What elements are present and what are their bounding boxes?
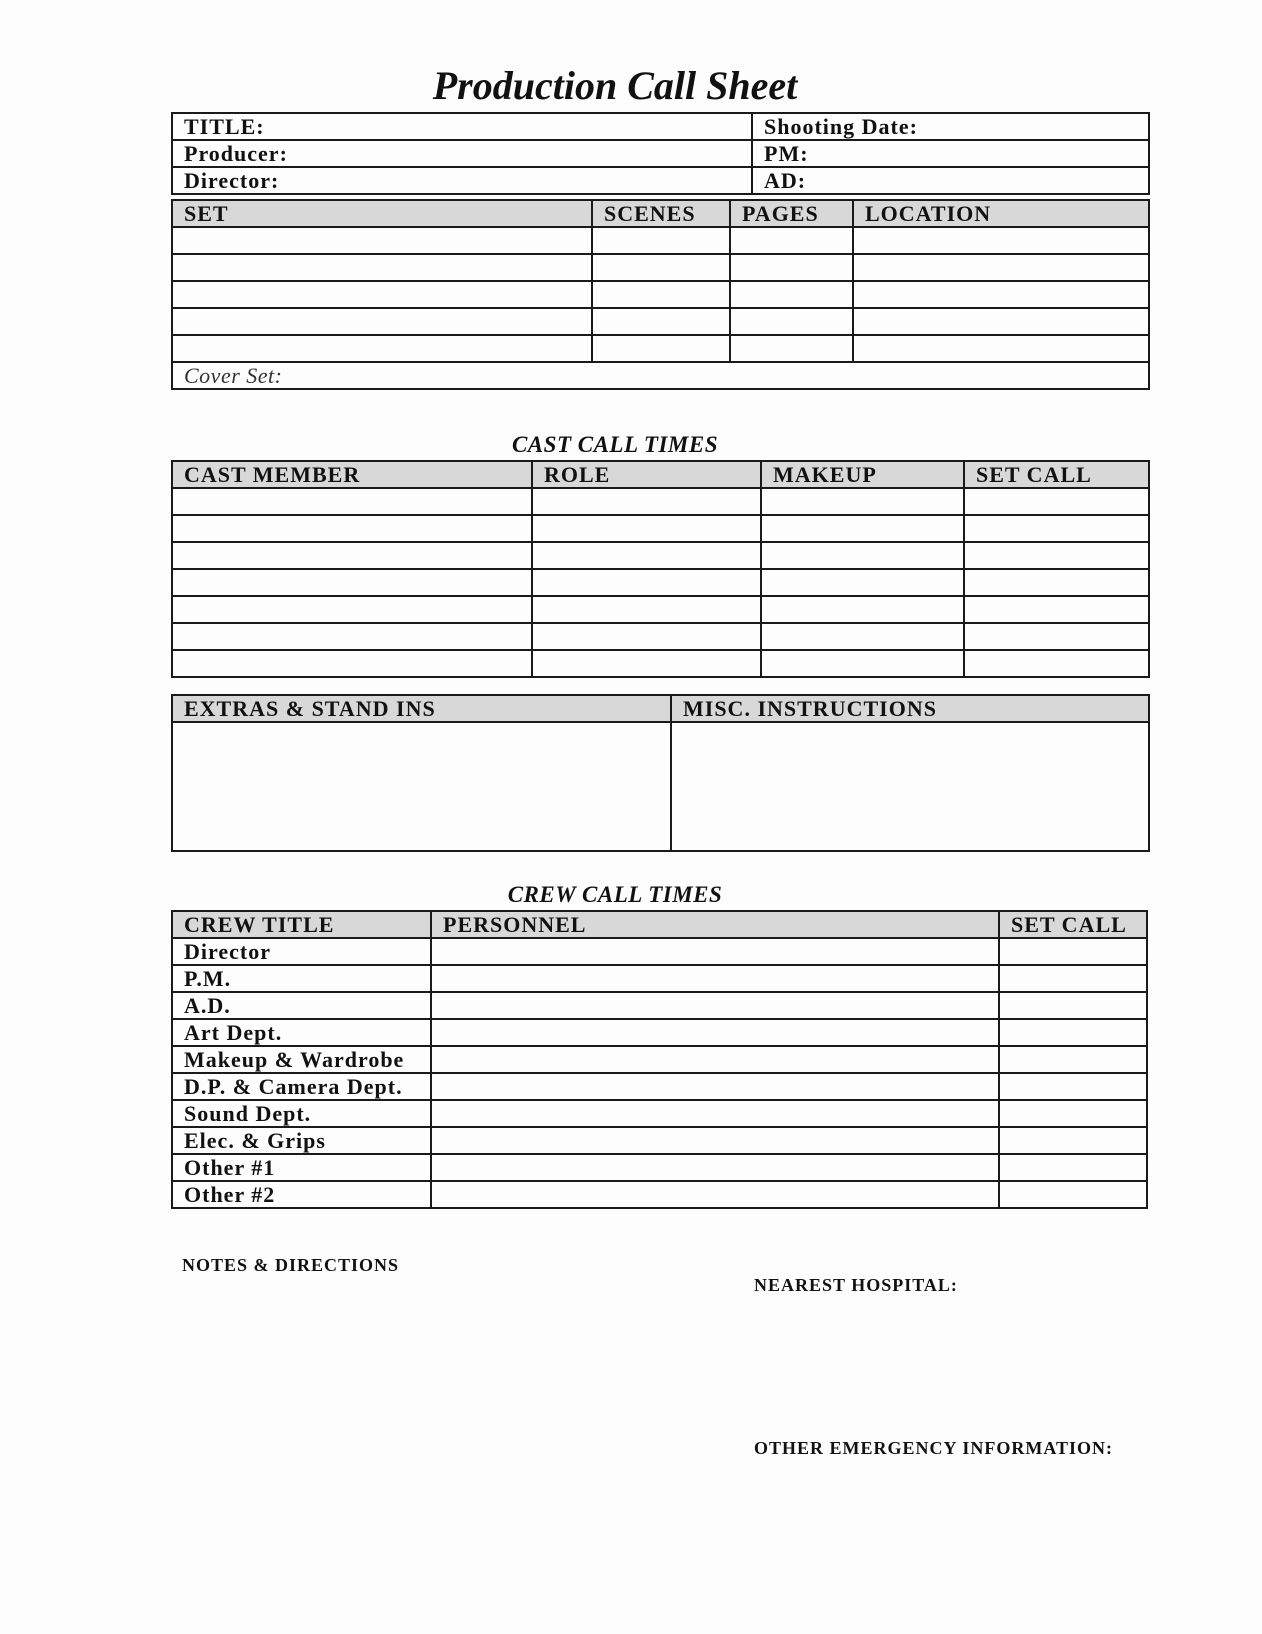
- crew-title-cell: Art Dept.: [172, 1019, 431, 1046]
- makeup-cell[interactable]: [761, 542, 964, 569]
- cast-member-cell[interactable]: [172, 515, 532, 542]
- table-row: [172, 1019, 1147, 1046]
- set-call-cell[interactable]: [999, 992, 1147, 1019]
- table-row: [172, 1127, 1147, 1154]
- table-row: [172, 335, 1149, 362]
- crew-title-cell: Other #2: [172, 1181, 431, 1208]
- table-row: [172, 569, 1149, 596]
- personnel-cell[interactable]: [431, 1127, 999, 1154]
- personnel-cell[interactable]: [431, 1073, 999, 1100]
- scenes-cell[interactable]: [592, 254, 730, 281]
- crew-title-cell: Makeup & Wardrobe: [172, 1046, 431, 1073]
- pm-field[interactable]: PM:: [752, 140, 1149, 167]
- set-call-cell[interactable]: [964, 569, 1149, 596]
- location-column-header: LOCATION: [853, 200, 1149, 227]
- table-row: [172, 1181, 1147, 1208]
- cast-member-cell[interactable]: [172, 650, 532, 677]
- set-call-cell[interactable]: [964, 515, 1149, 542]
- set-call-cell[interactable]: [964, 596, 1149, 623]
- crew-title-cell: Director: [172, 938, 431, 965]
- pages-cell[interactable]: [730, 254, 853, 281]
- personnel-column-header: PERSONNEL: [431, 911, 999, 938]
- set-call-cell[interactable]: [999, 1019, 1147, 1046]
- makeup-column-header: MAKEUP: [761, 461, 964, 488]
- location-cell[interactable]: [853, 254, 1149, 281]
- emergency-info-label: OTHER EMERGENCY INFORMATION:: [754, 1438, 1114, 1458]
- personnel-cell[interactable]: [431, 1046, 999, 1073]
- ad-field[interactable]: AD:: [752, 167, 1149, 194]
- location-cell[interactable]: [853, 308, 1149, 335]
- set-table: [171, 199, 1150, 390]
- set-call-cell[interactable]: [999, 938, 1147, 965]
- extras-header: EXTRAS & STAND INS: [172, 695, 671, 722]
- table-row: [172, 1073, 1147, 1100]
- pages-column-header: PAGES: [730, 200, 853, 227]
- pages-cell[interactable]: [730, 308, 853, 335]
- nearest-hospital-label: NEAREST HOSPITAL:: [754, 1275, 958, 1295]
- table-row: [172, 596, 1149, 623]
- set-call-cell[interactable]: [999, 1100, 1147, 1127]
- personnel-cell[interactable]: [431, 965, 999, 992]
- table-row: [172, 542, 1149, 569]
- pages-cell[interactable]: [730, 335, 853, 362]
- set-call-cell[interactable]: [964, 488, 1149, 515]
- crew-title-cell: A.D.: [172, 992, 431, 1019]
- role-cell[interactable]: [532, 650, 761, 677]
- crew-title-cell: Elec. & Grips: [172, 1127, 431, 1154]
- table-row: [172, 938, 1147, 965]
- location-cell[interactable]: [853, 227, 1149, 254]
- set-column-header: SET: [172, 200, 592, 227]
- cast-member-cell[interactable]: [172, 488, 532, 515]
- role-cell[interactable]: [532, 596, 761, 623]
- shooting-date-field[interactable]: Shooting Date:: [752, 113, 1149, 140]
- set-call-cell[interactable]: [999, 1046, 1147, 1073]
- table-row: [172, 254, 1149, 281]
- crew-set-call-column-header: SET CALL: [999, 911, 1147, 938]
- set-cell[interactable]: [172, 281, 592, 308]
- set-call-cell[interactable]: [999, 965, 1147, 992]
- location-cell[interactable]: [853, 281, 1149, 308]
- set-call-cell[interactable]: [964, 650, 1149, 677]
- document-title: Production Call Sheet: [432, 63, 798, 108]
- cast-table: [171, 460, 1150, 678]
- set-call-cell[interactable]: [999, 1154, 1147, 1181]
- makeup-cell[interactable]: [761, 488, 964, 515]
- crew-table: [171, 910, 1148, 1209]
- table-row: [172, 515, 1149, 542]
- table-row: [172, 227, 1149, 254]
- cast-member-cell[interactable]: [172, 623, 532, 650]
- personnel-cell[interactable]: [431, 938, 999, 965]
- table-row: [172, 965, 1147, 992]
- set-cell[interactable]: [172, 227, 592, 254]
- cover-set-field[interactable]: Cover Set:: [172, 362, 1149, 389]
- scenes-column-header: SCENES: [592, 200, 730, 227]
- cast-member-column-header: CAST MEMBER: [172, 461, 532, 488]
- crew-title-cell: Sound Dept.: [172, 1100, 431, 1127]
- scenes-cell[interactable]: [592, 308, 730, 335]
- crew-title-cell: P.M.: [172, 965, 431, 992]
- title-field[interactable]: TITLE:: [172, 113, 752, 140]
- scenes-cell[interactable]: [592, 335, 730, 362]
- location-cell[interactable]: [853, 335, 1149, 362]
- personnel-cell[interactable]: [431, 992, 999, 1019]
- makeup-cell[interactable]: [761, 650, 964, 677]
- misc-instructions-field[interactable]: [671, 722, 1149, 851]
- cast-member-cell[interactable]: [172, 596, 532, 623]
- scenes-cell[interactable]: [592, 227, 730, 254]
- header-info-table: [171, 112, 1150, 195]
- set-call-cell[interactable]: [964, 542, 1149, 569]
- table-row: [172, 650, 1149, 677]
- set-cell[interactable]: [172, 335, 592, 362]
- role-cell[interactable]: [532, 623, 761, 650]
- set-call-cell[interactable]: [999, 1073, 1147, 1100]
- table-row: [172, 308, 1149, 335]
- role-column-header: ROLE: [532, 461, 761, 488]
- crew-title-column-header: CREW TITLE: [172, 911, 431, 938]
- set-call-cell[interactable]: [964, 623, 1149, 650]
- cast-section-title: CAST CALL TIMES: [511, 432, 719, 457]
- scenes-cell[interactable]: [592, 281, 730, 308]
- misc-instructions-header: MISC. INSTRUCTIONS: [671, 695, 1149, 722]
- pages-cell[interactable]: [730, 281, 853, 308]
- personnel-cell[interactable]: [431, 1154, 999, 1181]
- role-cell[interactable]: [532, 542, 761, 569]
- crew-title-cell: Other #1: [172, 1154, 431, 1181]
- set-call-column-header: SET CALL: [964, 461, 1149, 488]
- table-row: [172, 1046, 1147, 1073]
- table-row: [172, 488, 1149, 515]
- makeup-cell[interactable]: [761, 515, 964, 542]
- personnel-cell[interactable]: [431, 1019, 999, 1046]
- cast-member-cell[interactable]: [172, 542, 532, 569]
- role-cell[interactable]: [532, 569, 761, 596]
- director-field[interactable]: Director:: [172, 167, 752, 194]
- table-row: [172, 281, 1149, 308]
- crew-section-title: CREW CALL TIMES: [507, 882, 723, 907]
- set-call-cell[interactable]: [999, 1181, 1147, 1208]
- notes-directions-label: NOTES & DIRECTIONS: [182, 1255, 400, 1275]
- table-row: [172, 1154, 1147, 1181]
- role-cell[interactable]: [532, 488, 761, 515]
- extras-field[interactable]: [172, 722, 671, 851]
- makeup-cell[interactable]: [761, 596, 964, 623]
- set-call-cell[interactable]: [999, 1127, 1147, 1154]
- role-cell[interactable]: [532, 515, 761, 542]
- makeup-cell[interactable]: [761, 623, 964, 650]
- extras-misc-table: [171, 694, 1150, 852]
- cast-member-cell[interactable]: [172, 569, 532, 596]
- personnel-cell[interactable]: [431, 1181, 999, 1208]
- table-row: [172, 992, 1147, 1019]
- personnel-cell[interactable]: [431, 1100, 999, 1127]
- makeup-cell[interactable]: [761, 569, 964, 596]
- producer-field[interactable]: Producer:: [172, 140, 752, 167]
- crew-title-cell: D.P. & Camera Dept.: [172, 1073, 431, 1100]
- table-row: [172, 1100, 1147, 1127]
- pages-cell[interactable]: [730, 227, 853, 254]
- table-row: [172, 623, 1149, 650]
- set-cell[interactable]: [172, 308, 592, 335]
- set-cell[interactable]: [172, 254, 592, 281]
